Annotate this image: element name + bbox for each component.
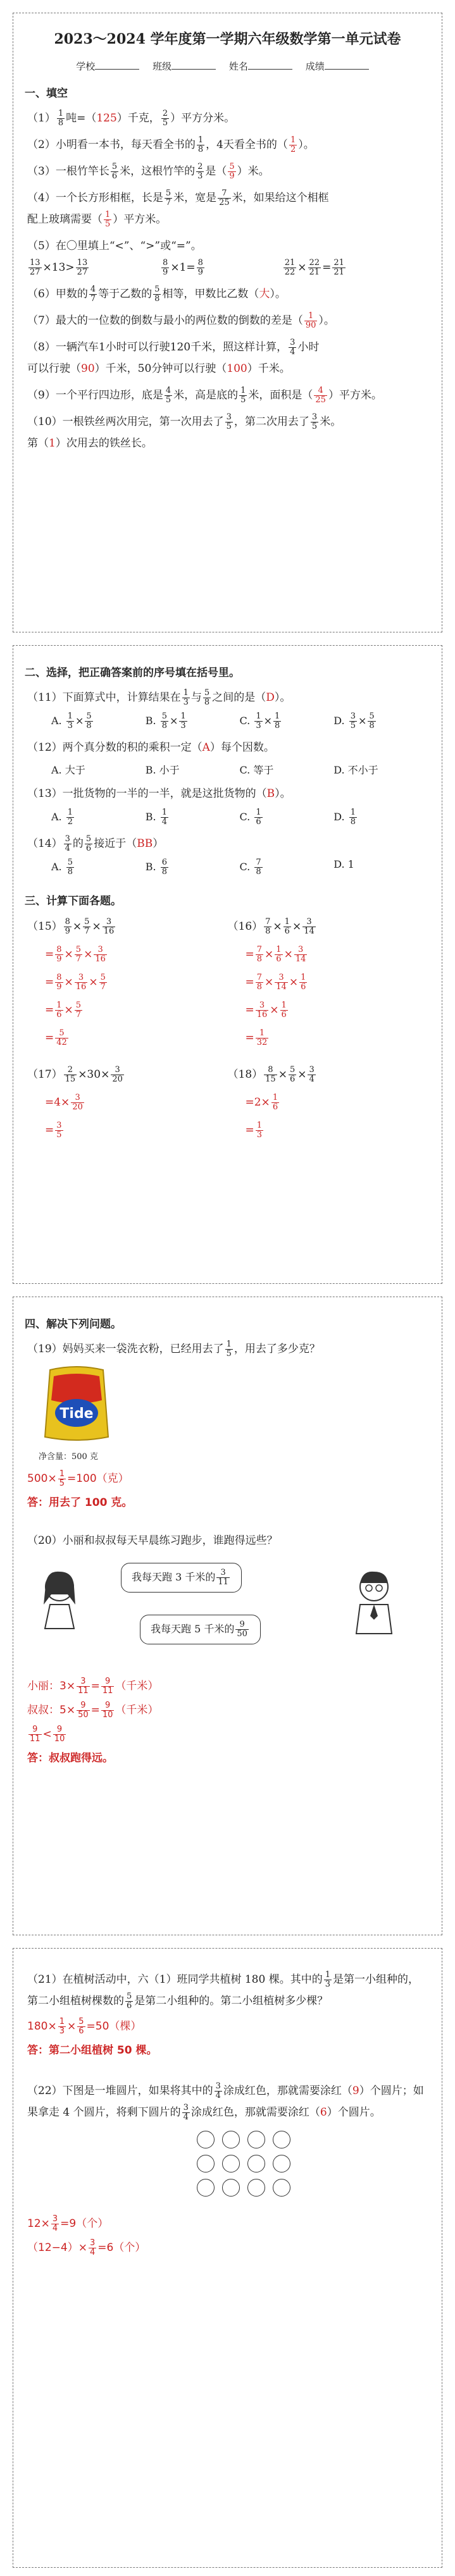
answer: $\frac{1}{2}$ [290, 135, 296, 154]
calc-row-2 [13, 1061, 442, 1144]
answer: $\frac{1}{5}$ [105, 210, 111, 229]
question-20 [13, 1527, 442, 1554]
q22-text: （22）下图是一堆圆片，如果将其中的 [27, 2085, 213, 2097]
fraction: $\frac{1}{8}$ [58, 109, 64, 128]
circle-piece [197, 2179, 215, 2197]
speech-bubble-girl: 我每天跑 3 千米的 $\frac{3}{11}$ [121, 1563, 242, 1593]
q4-text: （4）一个长方形相框，长是 [27, 192, 163, 204]
q3-text: （3）一根竹竿长 [27, 165, 109, 178]
q20-work-3: $\frac{9}{11}$ < $\frac{9}{10}$ [30, 1724, 65, 1744]
q11-options [13, 711, 442, 734]
question-10 [13, 409, 442, 457]
q10-text: （10）一根铁丝两次用完，第一次用去了 [27, 416, 224, 428]
q19-work: 500× $\frac{1}{5}$ =100（克） [27, 1469, 129, 1488]
circle-piece [247, 2131, 265, 2148]
name-label: 姓名 [228, 61, 248, 72]
q21-text: （21）在植树活动中，六（1）班同学共植树 180 棵。其中的 [27, 1973, 323, 1986]
girl-icon [37, 1567, 82, 1630]
question-1 [13, 105, 442, 132]
option-a[interactable]: A. $\frac{1}{3}$ × $\frac{5}{8}$ [51, 712, 92, 730]
question-5 [13, 233, 442, 281]
q4-text: 配上玻璃需要（ [27, 213, 103, 226]
q2-text: ）。 [298, 139, 315, 151]
option-a[interactable]: A. 大于 [51, 764, 85, 776]
circle-piece [222, 2131, 240, 2148]
answer: $\frac{4}{25}$ [315, 386, 326, 405]
question-13 [13, 780, 442, 807]
q20-answer: 答：叔叔跑得远。 [27, 1752, 113, 1765]
q17-label: （17） [27, 1068, 63, 1081]
answer: 6 [320, 2106, 327, 2119]
question-6 [13, 281, 442, 307]
circle-piece [197, 2131, 215, 2148]
q8-text: （8）一辆汽车1小时可以行驶120千米，照这样计算， [27, 341, 288, 354]
fraction: $\frac{2}{5}$ [162, 109, 168, 128]
q16-label: （16） [227, 920, 263, 933]
q4-text: ）平方米。 [113, 213, 167, 226]
question-22: （22）下图是一堆圆片，如果将其中的 $\frac{3}{4}$ 涂成红色，那就需要涂红（9）个圆片；如果拿走 4 个圆片，将剩下圆片的 $\frac{3}{4}$ 涂成红色，那就需要涂红（6）个圆片。 [27, 2081, 424, 2122]
answer: 125 [96, 112, 117, 125]
q4-text: 米，如果给这个相框 [232, 192, 329, 204]
q6-text: 等于乙数的 [98, 288, 153, 300]
fraction: $\frac{3}{5}$ [311, 412, 318, 431]
q3-text: 米，这根竹竿的 [120, 165, 196, 178]
q8-text: 小时 [297, 341, 320, 354]
question-7 [13, 307, 442, 334]
question-21: （21）在植树活动中，六（1）班同学共植树 180 棵。其中的 $\frac{1}{3}$ 是第一小组种的，第二小组植树棵数的 $\frac{5}{6}$ 是第二小组种的。第二小组植树多少棵？ [27, 1970, 419, 2011]
q22-text: ）个圆片；如果拿走 4 个圆片，将剩下圆片的 [27, 2085, 424, 2119]
q2-text: （2）小明看一本书，每天看全书的 [27, 139, 196, 151]
fraction: $\frac{4}{5}$ [165, 386, 171, 405]
fraction: $\frac{5}{6}$ [111, 162, 118, 181]
circle-piece [247, 2179, 265, 2197]
q13-options [13, 807, 442, 830]
q7-text: （7）最大的一位数的倒数与最小的两位数的倒数的差是（ [27, 314, 303, 327]
option-b[interactable]: B. $\frac{1}{4}$ [145, 808, 167, 827]
q14-options [13, 857, 442, 880]
school-field[interactable] [95, 69, 139, 70]
question-12 [13, 734, 442, 761]
fraction: $\frac{2}{3}$ [197, 162, 203, 181]
q9-text: 米，高是底的 [173, 389, 239, 402]
q22-text: 涂成红色，那就需要涂红（ [223, 2085, 352, 2097]
answer: D [266, 691, 275, 704]
q22-work-2: （12−4）× $\frac{3}{4}$ =6（个） [27, 2238, 146, 2257]
q14-text: 的 [72, 837, 84, 850]
q5-text: （5）在〇里填上“<”、“>”或“=”。 [27, 240, 202, 252]
fraction: $\frac{7}{25}$ [219, 188, 230, 207]
q12-text: ）每个因数。 [209, 741, 275, 754]
option-b[interactable]: B. 小于 [145, 764, 180, 776]
question-3 [13, 158, 442, 185]
q14-text: ） [153, 837, 164, 850]
compare-3: $\frac{21}{22}$ × $\frac{22}{21}$ = $\frac{21}{21}$ [284, 258, 344, 277]
q10-text: 米。 [320, 416, 342, 428]
option-d[interactable]: D. $\frac{3}{5}$ × $\frac{5}{8}$ [333, 712, 375, 730]
q20-work-1: 小丽：3× $\frac{3}{11}$ = $\frac{9}{11}$ （千米） [27, 1676, 159, 1696]
running-figure [13, 1554, 442, 1674]
q9-text: 米，面积是（ [248, 389, 313, 402]
answer: 大 [259, 288, 270, 300]
detergent-bag-icon [39, 1362, 115, 1445]
q4-text: 米，宽是 [173, 192, 217, 204]
option-a[interactable]: A. $\frac{1}{2}$ [51, 808, 73, 827]
answer: 90 [81, 362, 95, 375]
circle-piece [222, 2179, 240, 2197]
circle-piece [247, 2155, 265, 2172]
q14-text: （14） [27, 837, 63, 850]
q21-text: 是第一小组种的，第二小组植树棵数的 [27, 1973, 419, 2007]
question-4 [13, 185, 442, 233]
q7-text: ）。 [318, 314, 335, 327]
page-title: 2023～2024 学年度第一学期六年级数学第一单元试卷 [54, 31, 401, 47]
q1-text: ）千克， [116, 112, 160, 125]
q6-text: 相等，甲数比乙数（ [162, 288, 259, 300]
fraction: $\frac{5}{8}$ [154, 285, 160, 304]
q1-text: ）平方分米。 [170, 112, 235, 125]
q9-text: （9）一个平行四边形，底是 [27, 389, 163, 402]
section-3-heading: 三、计算下面各题。 [25, 895, 122, 908]
circle-piece [197, 2155, 215, 2172]
q8-text: ）千米，50分钟可以行驶（ [94, 362, 227, 375]
calc-17: （17） $\frac{2}{15}$ ×30× $\frac{3}{20}$ =4× $\frac{3}{20}$ = $\frac{3}{5}$ [27, 1065, 123, 1140]
page-4 [13, 1948, 442, 2568]
q22-work-1: 12× $\frac{3}{4}$ =9（个） [27, 2214, 109, 2233]
calc-18: （18） $\frac{8}{15}$ × $\frac{5}{6}$ × $\frac{3}{4}$ =2× $\frac{1}{6}$ = $\frac{1}{3}$ [227, 1065, 315, 1140]
page-3 [13, 1297, 442, 1935]
question-2 [13, 132, 442, 158]
q8-text: ）千米。 [247, 362, 290, 375]
q11-text: 之间的是（ [212, 691, 266, 704]
q6-text: （6）甲数的 [27, 288, 88, 300]
class-label: 班级 [153, 61, 172, 72]
answer: $\frac{1}{90}$ [305, 311, 316, 330]
option-c[interactable]: C. $\frac{1}{3}$ × $\frac{1}{8}$ [239, 712, 280, 730]
school-label: 学校 [76, 61, 96, 72]
compare-2: $\frac{8}{9}$ ×1= $\frac{8}{9}$ [163, 258, 203, 277]
q11-text: 与 [190, 691, 202, 704]
option-b[interactable]: B. $\frac{6}{8}$ [145, 858, 167, 877]
page-1 [13, 13, 442, 632]
q20-text: （20）小丽和叔叔每天早晨练习跑步，谁跑得远些？ [27, 1534, 278, 1547]
page-2 [13, 645, 442, 1284]
score-label: 成绩 [305, 61, 325, 72]
fraction: $\frac{1}{8}$ [197, 135, 204, 154]
calc-16: （16） $\frac{7}{8}$ × $\frac{1}{6}$ × $\frac{3}{14}$ = $\frac{7}{8}$ × $\frac{1}{6}$ × $\frac{3}{14}$ = $\frac{7}{8}$ × $\frac{3}{14}$ × $\frac{1}{6}$ = $\frac{3}{16}$ × $\frac{1}{6}$ = $\frac{1}{32}$ [227, 917, 315, 1047]
q10-text: 第（ [27, 437, 49, 450]
option-c[interactable]: C. 等于 [239, 764, 274, 776]
answer: 1 [49, 437, 56, 450]
option-a[interactable]: A. $\frac{5}{8}$ [51, 858, 73, 877]
q2-text: ，4天看全书的（ [206, 139, 288, 151]
student-info [13, 59, 442, 73]
class-field[interactable] [171, 69, 216, 70]
svg-text:Tide: Tide [59, 1406, 94, 1422]
answer: B [266, 787, 275, 800]
net-weight-caption: 净含量：500 克 [39, 1452, 98, 1462]
circle-piece [273, 2131, 290, 2148]
option-c[interactable]: C. $\frac{1}{6}$ [239, 808, 261, 827]
option-c[interactable]: C. $\frac{7}{8}$ [239, 858, 261, 877]
q1-text: 吨=（ [66, 112, 97, 125]
q8-text: 可以行驶（ [27, 362, 81, 375]
circle-piece [222, 2155, 240, 2172]
section-2-heading: 二、选择，把正确答案前的序号填在括号里。 [25, 667, 240, 679]
q13-text: ）。 [275, 787, 291, 800]
q11-text: （11）下面算式中，计算结果在 [27, 691, 181, 704]
answer: 100 [227, 362, 247, 375]
fraction: $\frac{1}{5}$ [240, 386, 246, 405]
answer: $\frac{5}{9}$ [229, 162, 235, 181]
q13-text: （13）一批货物的一半的一半，就是这批货物的（ [27, 787, 267, 800]
circle-pieces [197, 2131, 442, 2197]
fraction: $\frac{3}{5}$ [226, 412, 232, 431]
q22-text: ）个圆片。 [327, 2106, 381, 2119]
option-b[interactable]: B. $\frac{5}{8}$ × $\frac{1}{3}$ [145, 712, 186, 730]
option-d[interactable]: D. 1 [333, 858, 354, 870]
circle-piece [273, 2155, 290, 2172]
section-4-heading: 四、解决下列问题。 [25, 1318, 122, 1331]
question-8 [13, 334, 442, 382]
score-field[interactable] [325, 69, 369, 70]
q20-work-2: 叔叔：5× $\frac{9}{50}$ = $\frac{9}{10}$ （千米） [27, 1700, 159, 1720]
q21-text: 是第二小组种的。第二小组植树多少棵？ [134, 1995, 328, 2007]
uncle-icon [349, 1567, 399, 1636]
q19-answer: 答：用去了 100 克。 [27, 1496, 133, 1509]
q12-text: （12）两个真分数的积的乘积一定（ [27, 741, 203, 754]
q10-text: ）次用去的铁丝长。 [55, 437, 153, 450]
question-9 [13, 382, 442, 409]
q21-answer: 答：第二小组植树 50 棵。 [27, 2044, 158, 2057]
circle-piece [273, 2179, 290, 2197]
question-19: （19）妈妈买来一袋洗衣粉，已经用去了 $\frac{1}{5}$ ，用去了多少克？ [27, 1340, 320, 1359]
q6-text: ）。 [270, 288, 286, 300]
q18-label: （18） [227, 1068, 263, 1081]
q3-text: 是（ [205, 165, 227, 178]
fraction: $\frac{3}{4}$ [290, 338, 296, 357]
compare-1: $\frac{13}{27}$ ×13> $\frac{13}{27}$ [30, 258, 88, 277]
q12-options [13, 761, 442, 780]
fraction: $\frac{4}{7}$ [90, 285, 96, 304]
calc-15: （15） $\frac{8}{9}$ × $\frac{5}{7}$ × $\frac{3}{16}$ = $\frac{8}{9}$ × $\frac{5}{7}$ × $\frac{3}{16}$ = $\frac{8}{9}$ × $\frac{3}{16}$ × $\frac{5}{7}$ = $\frac{1}{6}$ × $\frac{5}{7}$ = $\frac{5}{42}$ [27, 917, 115, 1047]
answer: 9 [352, 2085, 359, 2097]
q22-text: 涂成红色，那就需要涂红（ [190, 2106, 320, 2119]
speech-bubble-uncle: 我每天跑 5 千米的 $\frac{9}{50}$ [140, 1615, 261, 1644]
q14-text: 接近于（ [94, 837, 137, 850]
q19-text: （19）妈妈买来一袋洗衣粉，已经用去了 [27, 1343, 224, 1355]
option-d[interactable]: D. 不小于 [333, 764, 378, 776]
section-1-heading: 一、填空 [25, 87, 68, 100]
question-11: （11）下面算式中，计算结果在 $\frac{1}{3}$ 与 $\frac{5}{8}$ 之间的是（D）。 [27, 688, 291, 707]
q11-text: ）。 [274, 691, 291, 704]
q3-text: ）米。 [237, 165, 270, 178]
detergent-figure [13, 1362, 442, 1462]
calc-row-1 [13, 913, 442, 1052]
answer: BB [137, 837, 153, 850]
answer: A [202, 741, 210, 754]
q10-text: ，第二次用去了 [234, 416, 309, 428]
q21-work: 180× $\frac{1}{3}$ × $\frac{5}{6}$ =50（棵） [27, 2016, 142, 2036]
q19-text: ，用去了多少克？ [234, 1343, 320, 1355]
name-field[interactable] [248, 69, 292, 70]
fraction: $\frac{5}{7}$ [165, 188, 171, 207]
q1-prefix: （1） [27, 112, 56, 125]
option-d[interactable]: D. $\frac{1}{8}$ [333, 808, 356, 827]
question-14: （14） $\frac{3}{4}$ 的 $\frac{5}{6}$ 接近于（BB） [27, 834, 164, 853]
q9-text: ）平方米。 [328, 389, 382, 402]
q15-label: （15） [27, 920, 63, 933]
